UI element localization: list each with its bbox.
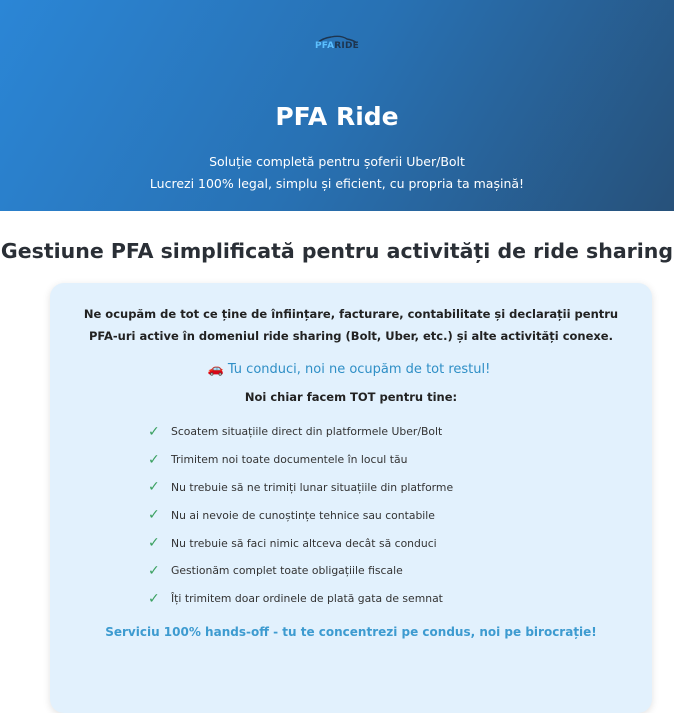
info-card [50, 283, 652, 713]
list-item-text: Nu ai nevoie de cunoștințe tehnice sau contabile [171, 508, 435, 522]
card-subheading: Noi chiar facem TOT pentru tine: [244, 390, 458, 404]
intro-text: Ne ocupăm de tot ce ține de înființare, facturare, contabilitate și declarații pentru PFA-uri active în domeniul ride sharing (Bolt, Uber, etc.) și alte activități conexe. [83, 307, 619, 343]
logo-text [307, 41, 367, 51]
list-item [148, 529, 652, 557]
tagline-text: Tu conduci, noi ne ocupăm de tot restul! [227, 362, 491, 377]
check-icon: ✓ [148, 479, 160, 496]
subtitle-line-1: Soluție completă pentru șoferii Uber/Bolt [209, 154, 465, 169]
logo-text-pfa: PFA [315, 41, 335, 51]
list-item [148, 446, 652, 474]
list-item-text: Nu trebuie să faci nimic altceva decât să conduci [171, 536, 437, 550]
hero-subtitle [0, 151, 674, 195]
check-icon: ✓ [148, 451, 160, 468]
feature-list [148, 418, 652, 613]
list-item-text: Scoatem situațiile direct din platformele Uber/Bolt [171, 425, 443, 439]
check-icon: ✓ [148, 562, 160, 579]
list-item [148, 474, 652, 502]
subtitle-line-2: Lucrezi 100% legal, simplu și eficient, cu propria ta mașină! [149, 176, 525, 191]
list-item [148, 557, 652, 585]
car-icon: 🚗 [207, 362, 224, 377]
site-title: PFA Ride [275, 102, 399, 131]
check-icon: ✓ [148, 535, 160, 552]
logo[interactable] [307, 34, 367, 56]
hero-header [0, 0, 674, 211]
list-item [148, 501, 652, 529]
list-item [148, 585, 652, 613]
check-icon: ✓ [148, 590, 160, 607]
list-item-text: Gestionăm complet toate obligațiile fiscale [171, 564, 403, 578]
list-item-text: Nu trebuie să ne trimiți lunar situațiile din platforme [171, 480, 454, 494]
card-footer-text: Serviciu 100% hands-off - tu te concentrezi pe condus, noi pe birocrație! [105, 624, 597, 639]
check-icon: ✓ [148, 423, 160, 440]
tagline [50, 362, 652, 377]
check-icon: ✓ [148, 507, 160, 524]
list-item-text: Trimitem noi toate documentele în locul tău [171, 453, 408, 467]
section-heading: Gestiune PFA simplificată pentru activități de ride sharing [0, 239, 674, 263]
logo-text-ride: RIDE [334, 41, 359, 51]
list-item-text: Îți trimitem doar ordinele de plată gata de semnat [171, 592, 443, 606]
list-item [148, 418, 652, 446]
